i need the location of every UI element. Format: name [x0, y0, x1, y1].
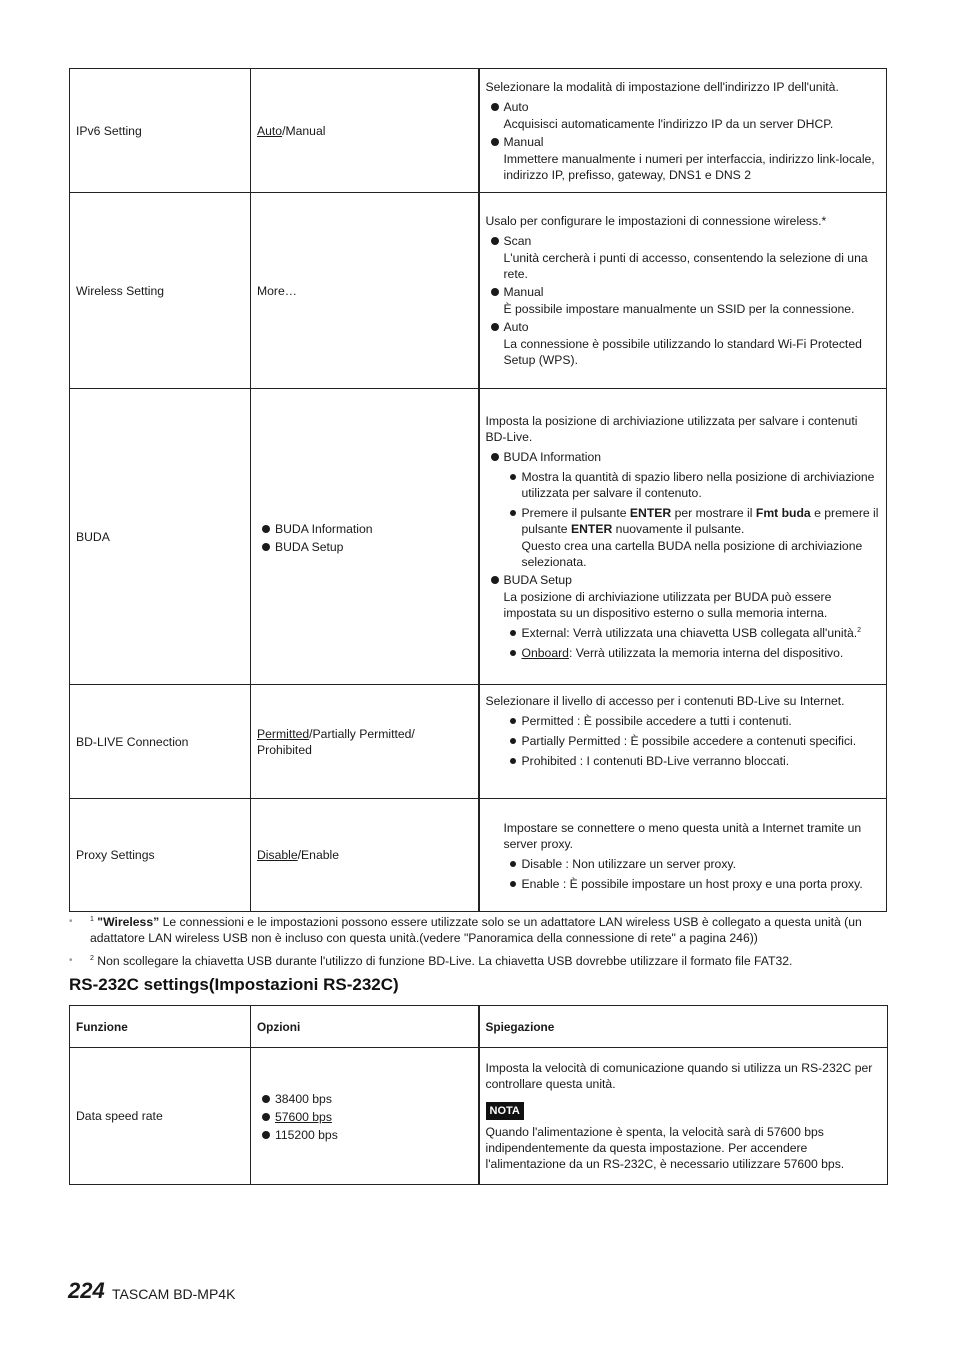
product-name: TASCAM BD-MP4K: [112, 1286, 236, 1302]
table-row: [70, 799, 887, 912]
column-header: Spiegazione: [479, 1006, 888, 1048]
function-cell: Proxy Settings: [70, 799, 251, 912]
function-cell: BUDA: [70, 389, 251, 685]
explanation-cell: Impostare se connettere o meno questa unità a Internet tramite un server proxy. Disable : Non utilizzare un server proxy. Enable : È possibile impostare un host proxy e una porta proxy.: [479, 799, 887, 912]
list-item: Auto: [486, 99, 881, 115]
table-row: [70, 389, 887, 685]
sub-list-item: Disable : Non utilizzare un server proxy.: [486, 856, 881, 872]
list-item: Manual: [486, 284, 881, 300]
sub-list-item: Partially Permitted : È possibile accedere a contenuti specifici.: [486, 733, 881, 749]
function-cell: Data speed rate: [70, 1048, 251, 1185]
table-header-row: [70, 1006, 888, 1048]
options-cell: Permitted/Partially Permitted/ Prohibited: [251, 685, 479, 799]
table-row: [70, 685, 887, 799]
options-cell: [251, 1048, 479, 1185]
options-cell: [251, 389, 479, 685]
list-item: BUDA Setup: [486, 572, 881, 588]
list-item: 57600 bps: [257, 1109, 472, 1125]
explanation-cell: Imposta la velocità di comunicazione quando si utilizza un RS-232C per controllare questa unità. NOTA Quando l'alimentazione è spenta, la velocità sarà di 57600 bps indipendentemente da questa impostazione. Per accendere l'alimentazione da un RS-232C, è necessario utilizzare 57600 bps.: [479, 1048, 888, 1185]
sub-list-item: Premere il pulsante ENTER per mostrare il Fmt buda e premere il pulsante ENTER nuovamente il pulsante.: [486, 505, 881, 537]
default-option: Permitted: [257, 726, 310, 741]
sub-list-item: Onboard: Verrà utilizzata la memoria interna del dispositivo.: [486, 645, 881, 661]
list-item: 38400 bps: [257, 1091, 472, 1107]
list-item: BUDA Information: [257, 521, 472, 537]
options-cell: More…: [251, 193, 479, 389]
page-number: 224: [68, 1278, 105, 1303]
options-cell: Auto/Manual: [251, 69, 479, 193]
sub-list-item: Permitted : È possibile accedere a tutti i contenuti.: [486, 713, 881, 729]
list-item: Auto: [486, 319, 881, 335]
list-item: BUDA Setup: [257, 539, 472, 555]
sub-list-item: Enable : È possibile impostare un host proxy e una porta proxy.: [486, 876, 881, 892]
explanation-cell: Selezionare la modalità di impostazione dell'indirizzo IP dell'unità. Auto Acquisisci automaticamente l'indirizzo IP da un server DHCP. Manual Immettere manualmente i numeri per interfaccia, indirizzo link-locale, indirizzo IP, prefisso, gateway, DNS1 e DNS 2: [479, 69, 887, 193]
network-settings-table: [69, 68, 887, 912]
sub-list-item: Mostra la quantità di spazio libero nella posizione di archiviazione utilizzata per salvare il contenuto.: [486, 469, 881, 501]
function-cell: IPv6 Setting: [70, 69, 251, 193]
explanation-cell: Imposta la posizione di archiviazione utilizzata per salvare i contenuti BD-Live. BUDA Information Mostra la quantità di spazio libero nella posizione di archiviazione utilizzata per salvare il contenuto. Premere il pulsante ENTER per mostrare il Fmt buda e premere il pulsante ENTER nuovamente il pulsante. Questo crea una cartella BUDA nella posizione di archiviazione selezionata. BUDA Setup La posizione di archiviazione utilizzata per BUDA può essere impostata su un dispositivo esterno o sulla memoria interna. External: Verrà utilizzata una chiavetta USB collegata all'unità.$^2$ Onboard: Verrà utilizzata la memoria interna del dispositivo.: [479, 389, 887, 685]
function-cell: Wireless Setting: [70, 193, 251, 389]
explanation-cell: Usalo per configurare le impostazioni di connessione wireless.* Scan L'unità cercherà i punti di accesso, consentendo la selezione di una rete. Manual È possibile impostare manualmente un SSID per la connessione. Auto La connessione è possibile utilizzando lo standard Wi-Fi Protected Setup (WPS).: [479, 193, 887, 389]
note-badge: NOTA: [486, 1102, 524, 1120]
column-header: Opzioni: [251, 1006, 479, 1048]
function-cell: BD-LIVE Connection: [70, 685, 251, 799]
table-row: [70, 193, 887, 389]
note-text: Quando l'alimentazione è spenta, la velocità sarà di 57600 bps indipendentemente da questa impostazione. Per accendere l'alimentazione da un RS-232C, è necessario utilizzare 57600 bps.: [485, 1125, 845, 1171]
footnote-1: • $^1$ "Wireless” Le connessioni e le impostazioni possono essere utilizzate solo se un adattatore LAN wireless USB è collegato a questa unità (un adattatore LAN wireless USB non è incluso con questa unità.(vedere "Panoramica della connessione di rete" a pagina 246)): [69, 915, 862, 945]
list-item: 115200 bps: [257, 1127, 472, 1143]
list-item: BUDA Information: [486, 449, 881, 465]
table-row: [70, 1048, 888, 1185]
column-header: Funzione: [70, 1006, 251, 1048]
options-cell: Disable/Enable: [251, 799, 479, 912]
default-option: Auto: [257, 123, 283, 138]
sub-list-item: External: Verrà utilizzata una chiavetta USB collegata all'unità.$^2$: [486, 625, 881, 641]
footnote-2: • $^2$ Non scollegare la chiavetta USB durante l'utilizzo di funzione BD-Live. La chiavetta USB dovrebbe utilizzare il formato file FAT32.: [69, 954, 793, 968]
table-row: [70, 69, 887, 193]
list-item: Scan: [486, 233, 881, 249]
section-title: RS-232C settings(Impostazioni RS-232C): [69, 975, 399, 994]
list-item: Manual: [486, 134, 881, 150]
default-option: Disable: [257, 848, 298, 862]
sub-list-item: Prohibited : I contenuti BD-Live verranno bloccati.: [486, 753, 881, 769]
explanation-cell: Selezionare il livello di accesso per i contenuti BD-Live su Internet. Permitted : È possibile accedere a tutti i contenuti. Partially Permitted : È possibile accedere a contenuti specifici. Prohibited : I contenuti BD-Live verranno bloccati.: [479, 685, 887, 799]
rs232-settings-table: [69, 1005, 888, 1185]
